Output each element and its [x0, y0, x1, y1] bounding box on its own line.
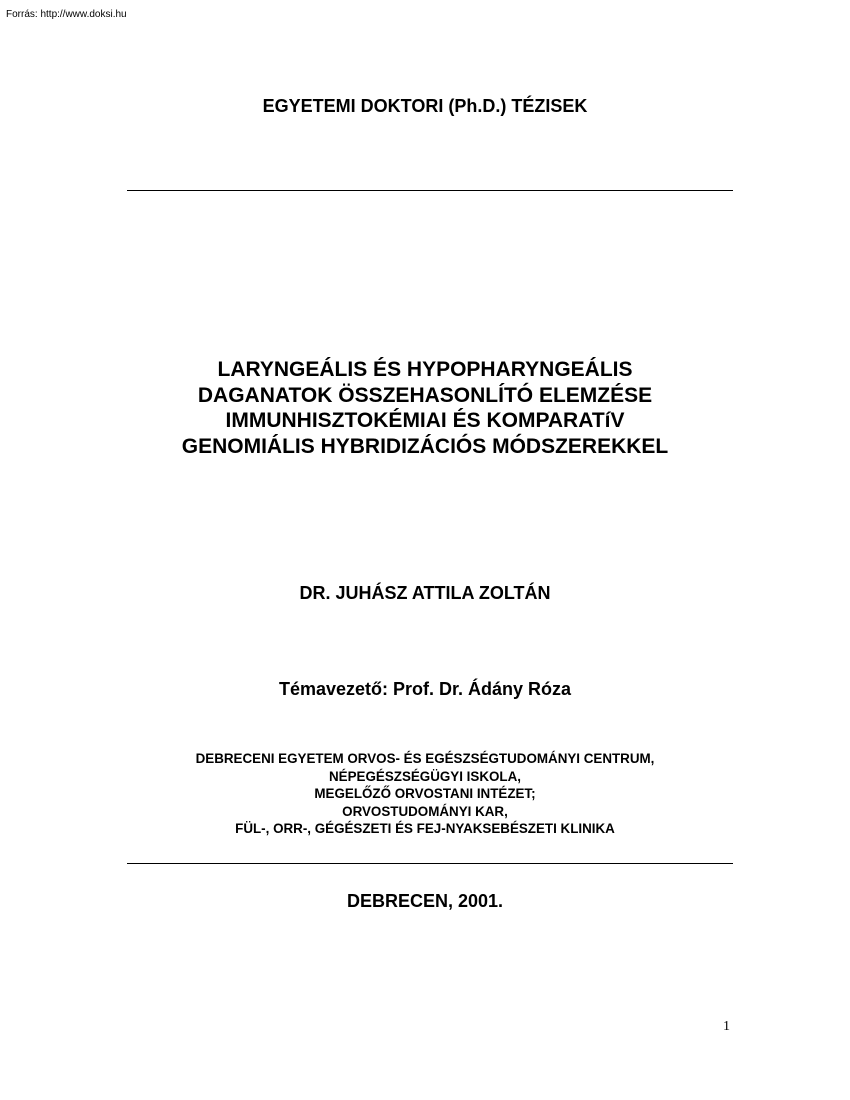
- institution-line: DEBRECENI EGYETEM ORVOS- ÉS EGÉSZSÉGTUDOMÁNYI CENTRUM,: [195, 751, 655, 766]
- institution-block: [0, 750, 850, 838]
- source-note: Forrás: http://www.doksi.hu: [6, 9, 127, 20]
- title-line: DAGANATOK ÖSSZEHASONLÍTÓ ELEMZÉSE: [197, 383, 653, 407]
- supervisor: Témavezető: Prof. Dr. Ádány Róza: [278, 679, 572, 699]
- institution-line: FÜL-, ORR-, GÉGÉSZETI ÉS FEJ-NYAKSEBÉSZETI KLINIKA: [235, 821, 615, 837]
- bottom-divider: [127, 863, 733, 864]
- institution-line: MEGELŐZŐ ORVOSTANI INTÉZET;: [314, 786, 536, 802]
- document-type-heading: EGYETEMI DOKTORI (Ph.D.) TÉZISEK: [262, 96, 588, 116]
- city-year: DEBRECEN, 2001.: [346, 891, 504, 911]
- thesis-title: [0, 357, 850, 459]
- institution-line: NÉPEGÉSZSÉGÜGYI ISKOLA,: [329, 768, 521, 784]
- title-line: LARYNGEÁLIS ÉS HYPOPHARYNGEÁLIS: [217, 358, 633, 381]
- title-line: IMMUNHISZTOKÉMIAI ÉS KOMPARATíV: [225, 409, 625, 432]
- page-number: 1: [723, 1019, 730, 1034]
- institution-line: ORVOSTUDOMÁNYI KAR,: [342, 803, 508, 819]
- title-line: GENOMIÁLIS HYBRIDIZÁCIÓS MÓDSZEREKKEL: [181, 434, 669, 458]
- top-divider: [127, 190, 733, 191]
- author-name: DR. JUHÁSZ ATTILA ZOLTÁN: [299, 583, 551, 603]
